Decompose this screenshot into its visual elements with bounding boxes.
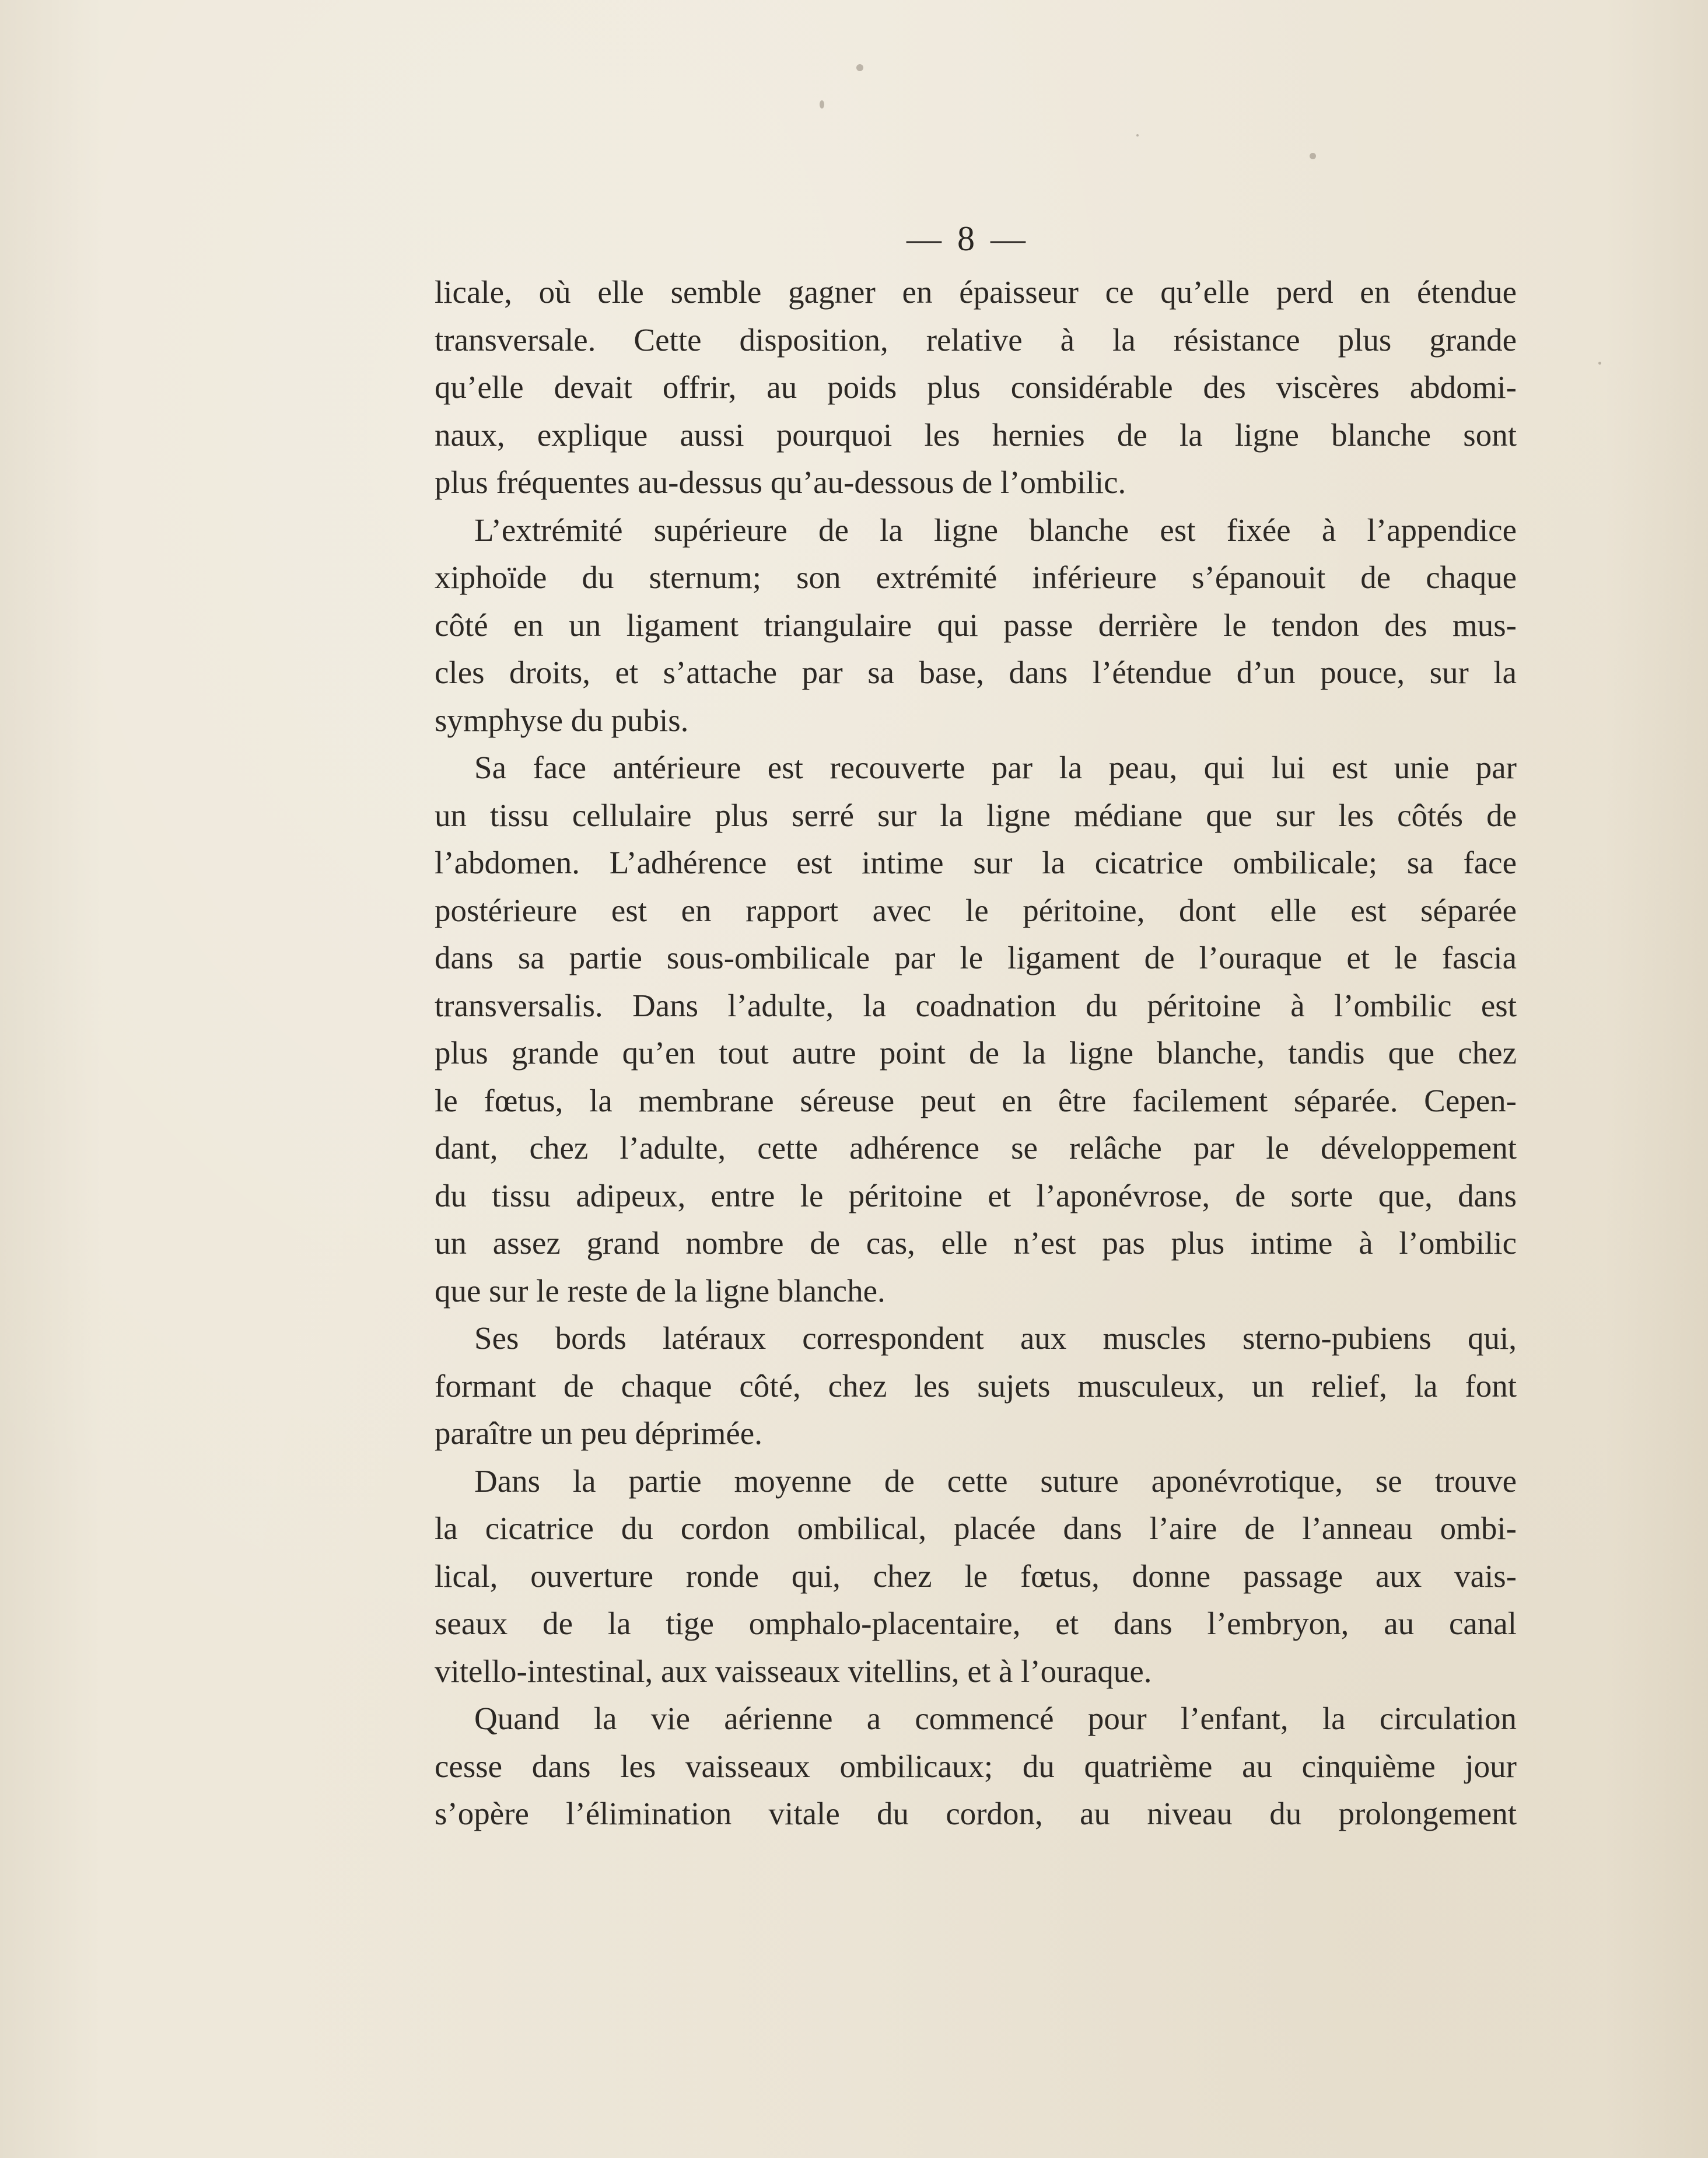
text-line: dans sa partie sous-ombilicale par le ligament de l’ouraque et le fascia [435, 940, 1517, 975]
ink-speck [1136, 134, 1139, 137]
page-number: — 8 — [907, 219, 1029, 258]
paragraph [435, 1314, 1517, 1457]
paragraph [435, 268, 1517, 506]
text-line: Ses bords latéraux correspondent aux muscles sterno-pubiens qui, [474, 1320, 1517, 1356]
text-line: cesse dans les vaisseaux ombilicaux; du quatrième au cinquième jour [435, 1748, 1517, 1784]
text-line: licale, où elle semble gagner en épaisseur ce qu’elle perd en étendue [435, 274, 1517, 310]
paragraph [435, 744, 1517, 1314]
text-line: formant de chaque côté, chez les sujets musculeux, un relief, la font [435, 1367, 1517, 1404]
text-line: que sur le reste de la ligne blanche. [435, 1272, 886, 1309]
paragraph [435, 1457, 1517, 1695]
text-line: un assez grand nombre de cas, elle n’est pas plus intime à l’ombilic [435, 1225, 1517, 1261]
text-line: vitello-intestinal, aux vaisseaux vitellins, et à l’ouraque. [435, 1653, 1152, 1689]
ink-speck [820, 100, 824, 109]
text-line: transversale. Cette disposition, relative à la résistance plus grande [435, 321, 1517, 358]
ink-speck [1310, 153, 1316, 159]
text-line: symphyse du pubis. [435, 702, 689, 738]
text-line: dant, chez l’adulte, cette adhérence se relâche par le développement [435, 1130, 1517, 1166]
text-line: paraître un peu déprimée. [435, 1415, 762, 1451]
body-text [435, 268, 1517, 1838]
paragraph [435, 1695, 1517, 1838]
text-line: Dans la partie moyenne de cette suture aponévrotique, se trouve [474, 1463, 1517, 1499]
text-line: le fœtus, la membrane séreuse peut en être facilement séparée. Cepen- [435, 1082, 1517, 1118]
text-line: Quand la vie aérienne a commencé pour l’enfant, la circulation [474, 1701, 1517, 1736]
ink-speck [1598, 362, 1601, 365]
text-line: l’abdomen. L’adhérence est intime sur la cicatrice ombilicale; sa face [435, 845, 1517, 880]
text-line: transversalis. Dans l’adulte, la coadnation du péritoine à l’ombilic est [435, 987, 1517, 1023]
text-line: s’opère l’élimination vitale du cordon, au niveau du prolongement [435, 1796, 1517, 1831]
text-line: Sa face antérieure est recouverte par la peau, qui lui est unie par [474, 750, 1517, 785]
paragraph [435, 506, 1517, 744]
text-line: naux, explique aussi pourquoi les hernies de la ligne blanche sont [435, 417, 1517, 453]
text-line: un tissu cellulaire plus serré sur la ligne médiane que sur les côtés de [435, 797, 1517, 833]
text-line: lical, ouverture ronde qui, chez le fœtus, donne passage aux vais- [435, 1558, 1517, 1594]
text-line: postérieure est en rapport avec le péritoine, dont elle est séparée [435, 892, 1517, 928]
text-line: la cicatrice du cordon ombilical, placée dans l’aire de l’anneau ombi- [435, 1510, 1517, 1546]
text-line: cles droits, et s’attache par sa base, dans l’étendue d’un pouce, sur la [435, 655, 1517, 690]
text-line: plus fréquentes au-dessus qu’au-dessous de l’ombilic. [435, 464, 1126, 500]
text-line: L’extrémité supérieure de la ligne blanche est fixée à l’appendice [474, 512, 1517, 548]
text-line: xiphoïde du sternum; son extrémité inférieure s’épanouit de chaque [435, 559, 1517, 595]
text-line: plus grande qu’en tout autre point de la ligne blanche, tandis que chez [435, 1035, 1517, 1071]
text-line: côté en un ligament triangulaire qui passe derrière le tendon des mus- [435, 607, 1517, 643]
text-line: qu’elle devait offrir, au poids plus considérable des viscères abdomi- [435, 369, 1517, 405]
text-line: seaux de la tige omphalo-placentaire, et dans l’embryon, au canal [435, 1606, 1517, 1641]
ink-speck [856, 64, 863, 71]
text-line: du tissu adipeux, entre le péritoine et l’aponévrose, de sorte que, dans [435, 1177, 1517, 1213]
